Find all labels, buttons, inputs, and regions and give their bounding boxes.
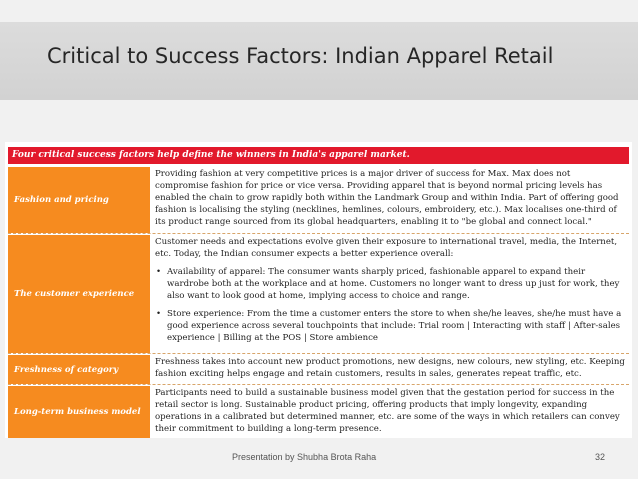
row-text xyxy=(155,387,625,436)
bullet-item xyxy=(155,308,625,344)
row-label: Long-term business model xyxy=(8,386,150,438)
row-text xyxy=(155,236,625,344)
row-text xyxy=(155,168,625,229)
bullet-dot-icon: • xyxy=(156,267,162,277)
table-header: Four critical success factors help define the winners in India's apparel market. xyxy=(8,147,629,164)
row-paragraph: Freshness takes into account new product promotions, new designs, new colours, new styling, etc. Keeping fashion exciting helps engage and retain customers, results in sales, generates repeat traffic, etc. xyxy=(155,357,625,379)
bullet-item xyxy=(155,266,625,302)
row-paragraph: Participants need to build a sustainable business model given that the gestation period for success in the retail sector is long. Sustainable product pricing, offering products that imply longevity, expanding operations in a calibrated but determined manner, etc. are some of the ways in which retailers can convey their commitment to building a long-term presence. xyxy=(155,388,620,434)
table-row-customer-experience xyxy=(8,235,629,354)
slide-title: Critical to Success Factors: Indian Apparel Retail xyxy=(47,44,554,68)
table-row-freshness xyxy=(8,355,629,385)
row-label: Freshness of category xyxy=(8,355,150,384)
content-table xyxy=(5,142,632,438)
table-row-long-term-model xyxy=(8,386,629,438)
bullet-text: Availability of apparel: The consumer wants sharply priced, fashionable apparel to expand their wardrobe both at the workplace and at home. Customers no longer want to dress up just for work, they also want to look good at home, implying access to choice and range. xyxy=(167,267,620,301)
row-text xyxy=(155,356,625,381)
slide-number: 32 xyxy=(595,452,606,462)
footer-author: Presentation by Shubha Brota Raha xyxy=(232,452,377,462)
bullet-text: Store experience: From the time a customer enters the store to when she/he leaves, she/he must have a good experience across several touchpoints that include: Trial room | Interacting with staff | After-sales experience | Billing at the POS | Store ambience xyxy=(167,309,622,343)
row-paragraph: Providing fashion at very competitive prices is a major driver of success for Max. Max does not compromise fashion for price or vice versa. Providing apparel that is beyond normal pricing levels has enabled the chain to grow rapidly both within the Landmark Group and within India. Part of offering good fashion is localising the styling (necklines, hemlines, colours, embroidery, etc.). Max localises one-third of its product range sourced from its global headquarters, enabling it to "be global and connect local." xyxy=(155,169,619,227)
row-paragraph: Customer needs and expectations evolve given their exposure to international travel, media, the Internet, etc. Today, the Indian consumer expects a better experience overall: xyxy=(155,237,618,259)
row-label: The customer experience xyxy=(8,235,150,353)
bullet-dot-icon: • xyxy=(156,309,162,319)
row-label: Fashion and pricing xyxy=(8,167,150,233)
table-row-fashion-pricing xyxy=(8,167,629,234)
